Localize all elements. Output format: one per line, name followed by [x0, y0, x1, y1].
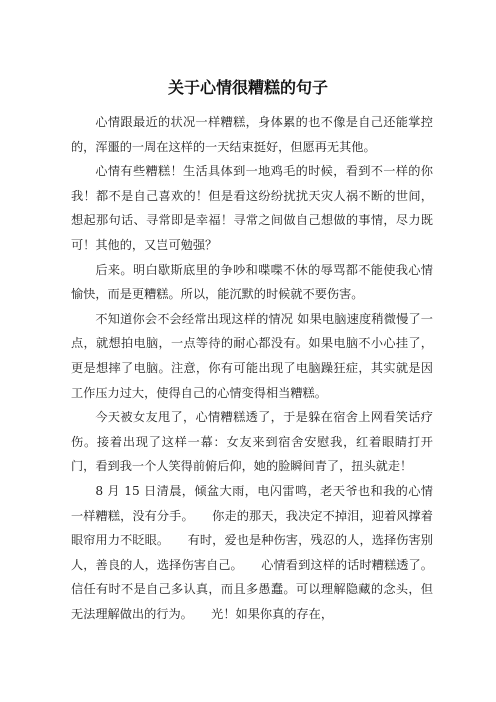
- document-body: [71, 110, 433, 626]
- paragraph: 心情有些糟糕！生活具体到一地鸡毛的时候，看到不一样的你我！都不是自己喜欢的！但是看这纷纷扰扰天灾人祸不断的世间，想起那句话、寻常即是幸福！寻常之间做自己想做的事情，尽力既可！其他的，又岂可勉强？: [71, 164, 433, 252]
- paragraph: 8 月 15 日清晨，倾盆大雨，电闪雷鸣，老天爷也和我的心情一样糟糕，没有分手。 你走的那天，我决定不掉泪，迎着风撑着眼帘用力不眨眼。 有时，爱也是种伤害，残忍的人，选择伤害别人，善良的人，选择伤害自己。 心情看到这样的话时糟糕透了。信任有时不是自己多认真，而且多愚蠢。可以理解隐藏的念头，但无法理解做出的行为。 光！如果你真的存在，: [71, 483, 433, 621]
- paragraph: 后来。明白歇斯底里的争吵和喋喋不休的辱骂都不能使我心情愉快，而是更糟糕。所以，能沉默的时候就不要伤害。: [71, 262, 433, 302]
- paragraph: 今天被女友甩了，心情糟糕透了，于是躲在宿舍上网看笑话疗伤。接着出现了这样一幕：女友来到宿舍安慰我，红着眼睛打开门，看到我一个人笑得前俯后仰，她的脸瞬间青了，扭头就走！: [71, 410, 433, 474]
- paragraph: 心情跟最近的状况一样糟糕，身体累的也不像是自己还能掌控的，浑噩的一周在这样的一天结束挺好，但愿再无其他。: [71, 115, 433, 154]
- paragraph: 不知道你会不会经常出现这样的情况 如果电脑速度稍微慢了一点，就想拍电脑，一点等待的耐心都没有。如果电脑不小心挂了，更是想摔了电脑。注意，你有可能出现了电脑躁狂症，其实就是因工作压力过大，使得自己的心情变得相当糟糕。: [71, 311, 433, 400]
- document-title: 关于心情很糟糕的句子: [167, 78, 328, 97]
